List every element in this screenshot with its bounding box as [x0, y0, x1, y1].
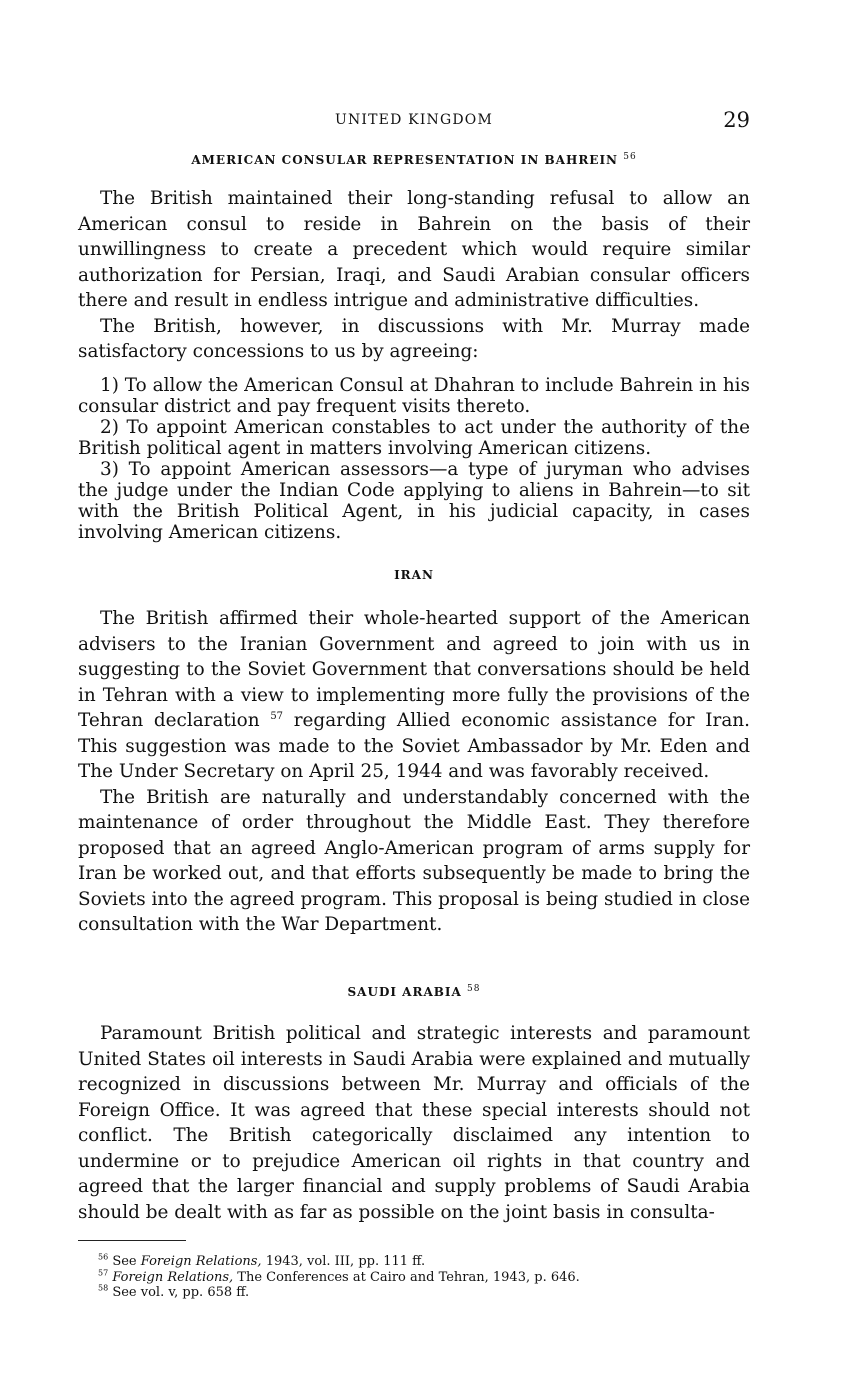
footnotes: [78, 1240, 750, 1301]
section-bahrein: [78, 153, 750, 543]
paragraph: Paramount British political and strategic interests and paramount United States oil interests in Saudi Arabia were explained and mutually recognized in discussions between Mr. Murray and officials of the Foreign Office. It was agreed that these special interests should not conflict. The British categorically disclaimed any intention to undermine or to prejudice American oil rights in that country and agreed that the larger financial and supply problems of Saudi Arabia should be dealt with as far as possible on the joint basis in consulta-: [78, 1023, 750, 1223]
heading-text: AMERICAN CONSULAR REPRESENTATION IN BAHREIN: [191, 153, 619, 167]
running-head: [78, 108, 750, 132]
footnote-ref-57: 57: [270, 710, 284, 722]
list-item: 3) To appoint American assessors—a type of juryman who advises the judge under the Indian Code applying to aliens in Bahrein—to sit with the British Political Agent, in his judicial capacity, in cases involving American citizens.: [78, 458, 750, 543]
paragraph: The British maintained their long-standing refusal to allow an American consul to reside in Bahrein on the basis of their unwillingness to create a precedent which would require similar authorization for Persian, Iraqi, and Saudi Arabian consular officers there and result in endless intrigue and administrative difficulties.: [78, 188, 750, 311]
section-iran: [78, 568, 750, 938]
paragraph-text: The British affirmed their whole-hearted support of the American advisers to the Iranian Government and agreed to join with us in suggesting to the Soviet Government that conversations should be held in Tehran with a view to implementing more fully the provisions of the Tehran declaration: [78, 608, 750, 731]
section-heading-bahrein: [78, 153, 750, 167]
section-heading-iran: IRAN: [394, 568, 434, 582]
footnote-text: See: [112, 1254, 141, 1269]
paragraph: The British are naturally and understandably concerned with the maintenance of order throughout the Middle East. They therefore proposed that an agreed Anglo-American program of arms supply for Iran be worked out, and that efforts subsequently be made to bring the Soviets into the agreed program. This proposal is being studied in close consultation with the War Department.: [78, 786, 750, 935]
footnote-mark: 56: [98, 1252, 109, 1262]
footnote-ref-56: 56: [623, 152, 637, 162]
section-saudi-arabia: [78, 985, 750, 1225]
paragraph: [78, 606, 750, 785]
footnote-italic: Foreign Relations,: [112, 1269, 234, 1285]
footnote-ref-58: 58: [467, 984, 481, 994]
footnote: [78, 1254, 750, 1270]
concessions-list: [78, 375, 750, 543]
paragraph-text: regarding Allied economic assistance for Iran. This suggestion was made to the Soviet Ambassador by Mr. Eden and The Under Secretary on April 25, 1944 and was favorably received.: [78, 710, 750, 782]
page-number: 29: [723, 108, 750, 132]
footnote: [78, 1270, 750, 1286]
list-item: 2) To appoint American constables to act under the authority of the British political agent in matters involving American citizens.: [78, 416, 750, 459]
footnote-italic: Foreign Relations,: [140, 1254, 262, 1269]
footnote-text: 1943, vol. III, pp. 111 ff.: [261, 1254, 426, 1269]
section-heading-saudi-arabia: [78, 985, 750, 999]
running-title: UNITED KINGDOM: [334, 112, 494, 128]
footnote: [78, 1285, 750, 1301]
heading-text: SAUDI ARABIA: [347, 985, 462, 999]
footnote-text: The Conferences at Cairo and Tehran, 1943, p. 646.: [233, 1269, 580, 1285]
list-item: 1) To allow the American Consul at Dhahran to include Bahrein in his consular district and pay frequent visits thereto.: [78, 374, 750, 417]
paragraph: The British, however, in discussions with Mr. Murray made satisfactory concessions to us by agreeing:: [78, 315, 750, 362]
footnote-mark: 57: [98, 1268, 109, 1278]
footnote-mark: 58: [98, 1283, 109, 1293]
footnote-text: See vol. v, pp. 658 ff.: [112, 1285, 250, 1300]
